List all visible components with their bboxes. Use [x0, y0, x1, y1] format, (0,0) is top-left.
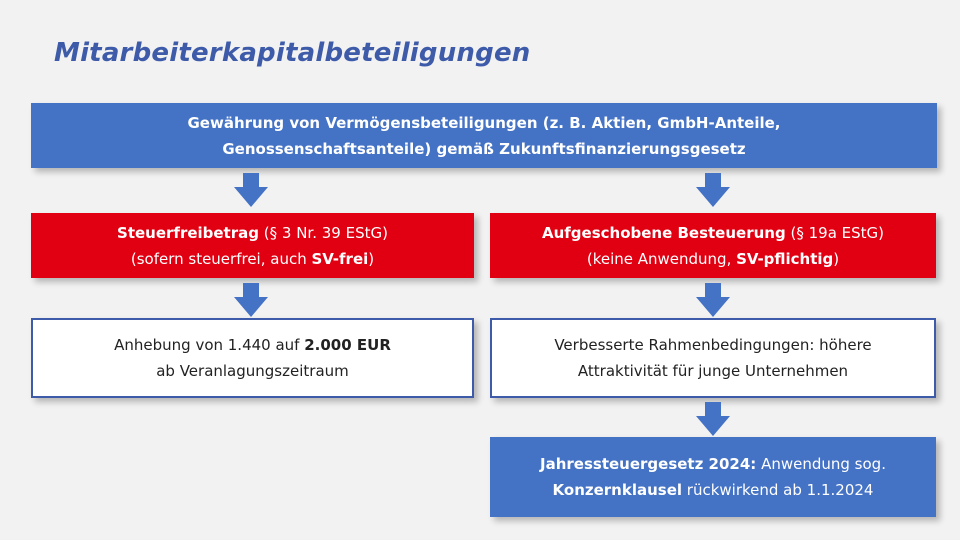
arrow-down-icon — [696, 173, 730, 207]
annual-tax-act-box — [490, 437, 936, 517]
annual-tax-act-text: Anwendung sog. — [756, 455, 886, 473]
arrow-down-icon — [234, 173, 268, 207]
top-box-line1: Gewährung von Vermögensbeteiligungen (z. B. Aktien, GmbH-Anteile, — [187, 113, 781, 132]
sv-free-label: SV-frei — [311, 249, 369, 268]
allowance-increase-text: Anhebung von 1.440 auf — [114, 336, 305, 354]
deferred-taxation-note-end: ) — [833, 249, 840, 268]
tax-allowance-line1 — [117, 220, 388, 246]
deferred-taxation-box — [490, 213, 936, 278]
tax-allowance-line2 — [131, 246, 374, 272]
page-title: Mitarbeiterkapitalbeteiligungen — [54, 38, 531, 68]
deferred-taxation-ref: (§ 19a EStG) — [785, 223, 885, 242]
arrow-down-icon — [696, 402, 730, 436]
tax-allowance-heading: Steuerfreibetrag — [117, 223, 259, 242]
improved-conditions-line1: Verbesserte Rahmenbedingungen: höhere — [554, 336, 872, 354]
deferred-taxation-line1 — [542, 220, 884, 246]
arrow-down-icon — [234, 283, 268, 317]
deferred-taxation-note: (keine Anwendung, — [586, 249, 737, 268]
tax-allowance-box — [31, 213, 474, 278]
tax-allowance-note-end: ) — [368, 249, 375, 268]
deferred-taxation-heading: Aufgeschobene Besteuerung — [541, 223, 786, 242]
improved-conditions-line2: Attraktivität für junge Unternehmen — [577, 362, 849, 380]
allowance-increase-line2: ab Veranlagungszeitraum — [156, 362, 349, 380]
improved-conditions-box — [490, 318, 936, 398]
top-box-grant-of-equity — [31, 103, 937, 168]
sv-liable-label: SV-pflichtig — [736, 249, 834, 268]
tax-allowance-note: (sofern steuerfrei, auch — [130, 249, 312, 268]
allowance-amount: 2.000 EUR — [304, 336, 391, 354]
arrow-down-icon — [696, 283, 730, 317]
tax-allowance-ref: (§ 3 Nr. 39 EStG) — [259, 223, 388, 242]
allowance-increase-box — [31, 318, 474, 398]
annual-tax-act-line1 — [540, 451, 886, 477]
top-box-line2: Genossenschaftsanteile) gemäß Zukunftsfinanzierungsgesetz — [222, 139, 746, 158]
allowance-increase-line1 — [114, 332, 391, 358]
group-clause-text: rückwirkend ab 1.1.2024 — [682, 481, 874, 499]
annual-tax-act-line2 — [553, 477, 874, 503]
group-clause-label: Konzernklausel — [552, 481, 683, 499]
deferred-taxation-line2 — [587, 246, 839, 272]
annual-tax-act-heading: Jahressteuergesetz 2024: — [540, 455, 757, 473]
